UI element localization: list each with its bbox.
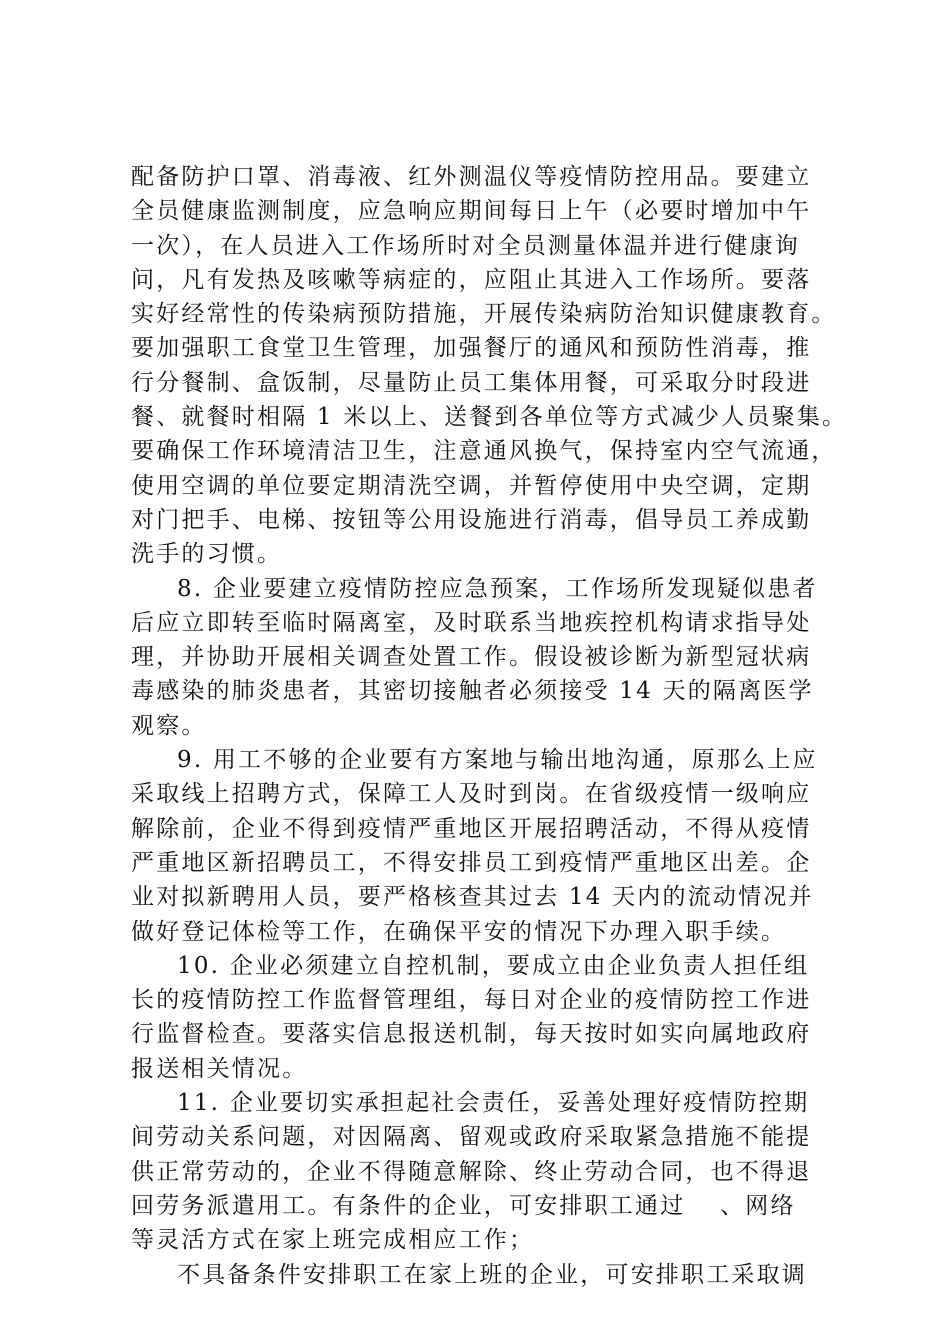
text-line: 报送相关情况。 (131, 1055, 308, 1082)
text-line: 做好登记体检等工作，在确保平安的情况下办理入职手续。 (131, 918, 787, 945)
text-line: 间劳动关系问题，对因隔离、留观或政府采取紧急措施不能提 (131, 1124, 812, 1151)
text-line: 回劳务派遣用工。有条件的企业，可安排职工通过 、网络 (131, 1192, 796, 1219)
text-line: 要加强职工食堂卫生管理，加强餐厅的通风和预防性消毒，推 (131, 335, 812, 362)
text-line: 等灵活方式在家上班完成相应工作； (131, 1227, 535, 1254)
text-line: 配备防护口罩、消毒液、红外测温仪等疫情防控用品。要建立 (131, 164, 812, 190)
paragraph-first-line: 10. 企业必须建立自控机制，要成立由企业负责人担任组 (177, 952, 810, 979)
text-line: 使用空调的单位要定期清洗空调，并暂停使用中央空调，定期 (131, 472, 812, 499)
text-line: 餐、就餐时相隔 1 米以上、送餐到各单位等方式减少人员聚集。 (131, 404, 848, 431)
text-line: 洗手的习惯。 (131, 541, 283, 568)
text-line: 采取线上招聘方式，保障工人及时到岗。在省级疫情一级响应 (131, 781, 812, 808)
text-line: 要确保工作环境清洁卫生，注意通风换气，保持室内空气流通， (131, 438, 837, 465)
text-line: 长的疫情防控工作监督管理组，每日对企业的疫情防控工作进 (131, 987, 812, 1014)
paragraph-first-line: 11. 企业要切实承担起社会责任，妥善处理好疫情防控期 (177, 1090, 810, 1117)
text-line: 一次），在人员进入工作场所时对全员测量体温并进行健康询 (131, 232, 800, 259)
paragraph-first-line: 8. 企业要建立疫情防控应急预案，工作场所发现疑似患者 (177, 575, 818, 602)
text-line: 实好经常性的传染病预防措施，开展传染病防治知识健康教育。 (131, 301, 837, 328)
text-line: 理，并协助开展相关调查处置工作。假设被诊断为新型冠状病 (131, 644, 812, 671)
text-line: 毒感染的肺炎患者，其密切接触者必须接受 14 天的隔离医学 (131, 678, 814, 705)
text-line: 问，凡有发热及咳嗽等病症的，应阻止其进入工作场所。要落 (131, 266, 812, 293)
text-line: 全员健康监测制度，应急响应期间每日上午（必要时增加中午 (131, 198, 812, 225)
text-line: 对门把手、电梯、按钮等公用设施进行消毒，倡导员工养成勤 (131, 506, 812, 533)
text-line: 供正常劳动的，企业不得随意解除、终止劳动合同，也不得退 (131, 1158, 812, 1185)
text-line: 业对拟新聘用人员，要严格核查其过去 14 天内的流动情况并 (131, 884, 814, 911)
text-line: 后应立即转至临时隔离室，及时联系当地疾控机构请求指导处 (131, 609, 812, 636)
paragraph-first-line: 9. 用工不够的企业要有方案地与输出地沟通，原那么上应 (177, 747, 818, 774)
text-line: 观察。 (131, 712, 207, 739)
text-line: 严重地区新招聘员工，不得安排员工到疫情严重地区出差。企 (131, 849, 812, 876)
document-body (131, 160, 851, 1292)
text-line: 行监督检查。要落实信息报送机制，每天按时如实向属地政府 (131, 1021, 812, 1048)
text-line: 行分餐制、盒饭制，尽量防止员工集体用餐，可采取分时段进 (131, 369, 812, 396)
text-line: 解除前，企业不得到疫情严重地区开展招聘活动，不得从疫情 (131, 815, 812, 842)
paragraph-first-line: 不具备条件安排职工在家上班的企业，可安排职工采取调 (177, 1261, 807, 1288)
